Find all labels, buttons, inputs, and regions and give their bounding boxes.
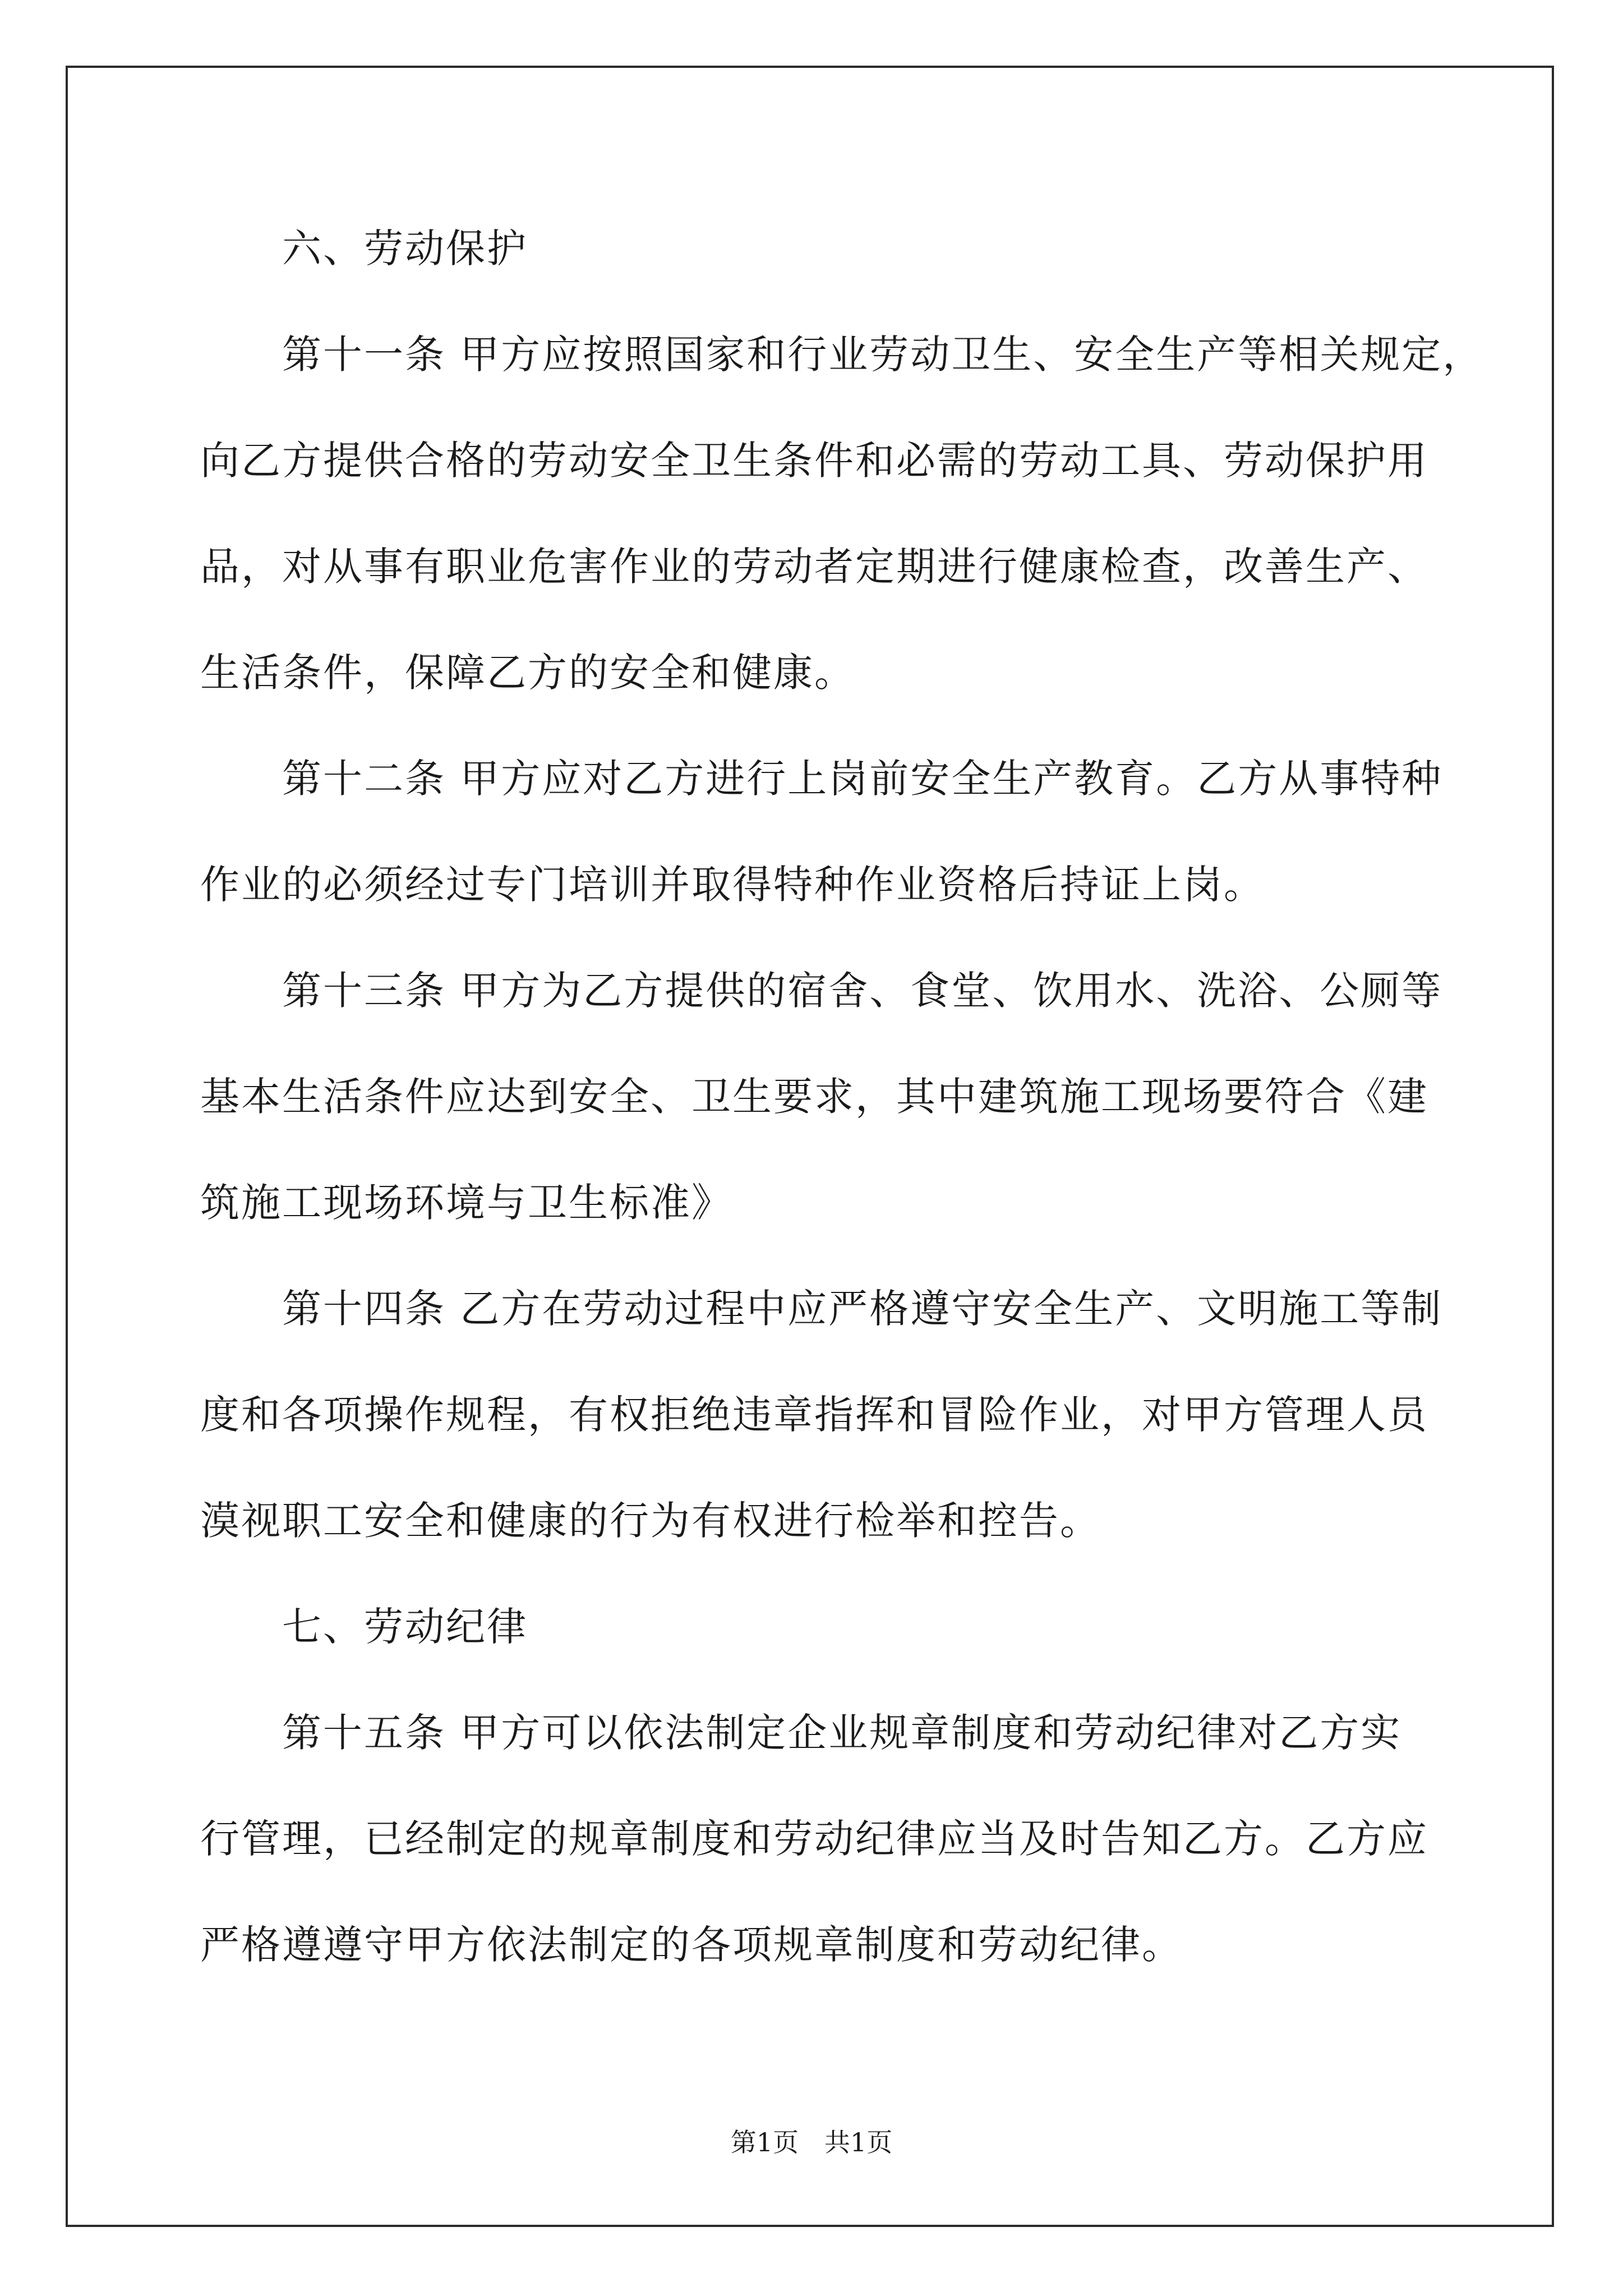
article-14-paragraph bbox=[200, 1256, 1524, 1574]
paragraph-line: 筑施工现场环境与卫生标准》 bbox=[200, 1180, 732, 1226]
paragraph-line: 度和各项操作规程，有权拒绝违章指挥和冒险作业，对甲方管理人员 bbox=[200, 1392, 1428, 1438]
paragraph-line: 作业的必须经过专门培训并取得特种作业资格后持证上岗。 bbox=[200, 862, 1265, 908]
paragraph-line: 第十一条 甲方应按照国家和行业劳动卫生、安全生产等相关规定， bbox=[282, 332, 1484, 378]
paragraph-line: 品，对从事有职业危害作业的劳动者定期进行健康检查，改善生产、 bbox=[200, 544, 1428, 590]
paragraph-line: 第十二条 甲方应对乙方进行上岗前安全生产教育。乙方从事特种 bbox=[282, 756, 1443, 802]
paragraph-line: 基本生活条件应达到安全、卫生要求，其中建筑施工现场要符合《建 bbox=[200, 1074, 1428, 1120]
heading-line: 六、劳动保护 bbox=[282, 226, 528, 272]
paragraph-line: 向乙方提供合格的劳动安全卫生条件和必需的劳动工具、劳动保护用 bbox=[200, 438, 1428, 484]
paragraph-line: 第十三条 甲方为乙方提供的宿舍、食堂、饮用水、洗浴、公厕等 bbox=[282, 968, 1443, 1014]
article-15-paragraph bbox=[200, 1680, 1524, 1998]
article-11-paragraph bbox=[200, 302, 1524, 726]
heading-line: 七、劳动纪律 bbox=[282, 1604, 528, 1650]
article-13-paragraph bbox=[200, 938, 1524, 1256]
page-number-footer: 第1页 共1页 bbox=[730, 2127, 893, 2157]
paragraph-line: 第十五条 甲方可以依法制定企业规章制度和劳动纪律对乙方实 bbox=[282, 1710, 1402, 1756]
article-12-paragraph bbox=[200, 726, 1524, 938]
paragraph-line: 行管理，已经制定的规章制度和劳动纪律应当及时告知乙方。乙方应 bbox=[200, 1816, 1428, 1862]
paragraph-line: 漠视职工安全和健康的行为有权进行检举和控告。 bbox=[200, 1498, 1101, 1544]
paragraph-line: 严格遵遵守甲方依法制定的各项规章制度和劳动纪律。 bbox=[200, 1922, 1183, 1968]
paragraph-line: 第十四条 乙方在劳动过程中应严格遵守安全生产、文明施工等制 bbox=[282, 1286, 1443, 1332]
section-heading-labor-protection bbox=[200, 196, 1524, 302]
paragraph-line: 生活条件，保障乙方的安全和健康。 bbox=[200, 650, 855, 696]
section-heading-labor-discipline bbox=[200, 1574, 1524, 1680]
document-body bbox=[200, 196, 1524, 1998]
